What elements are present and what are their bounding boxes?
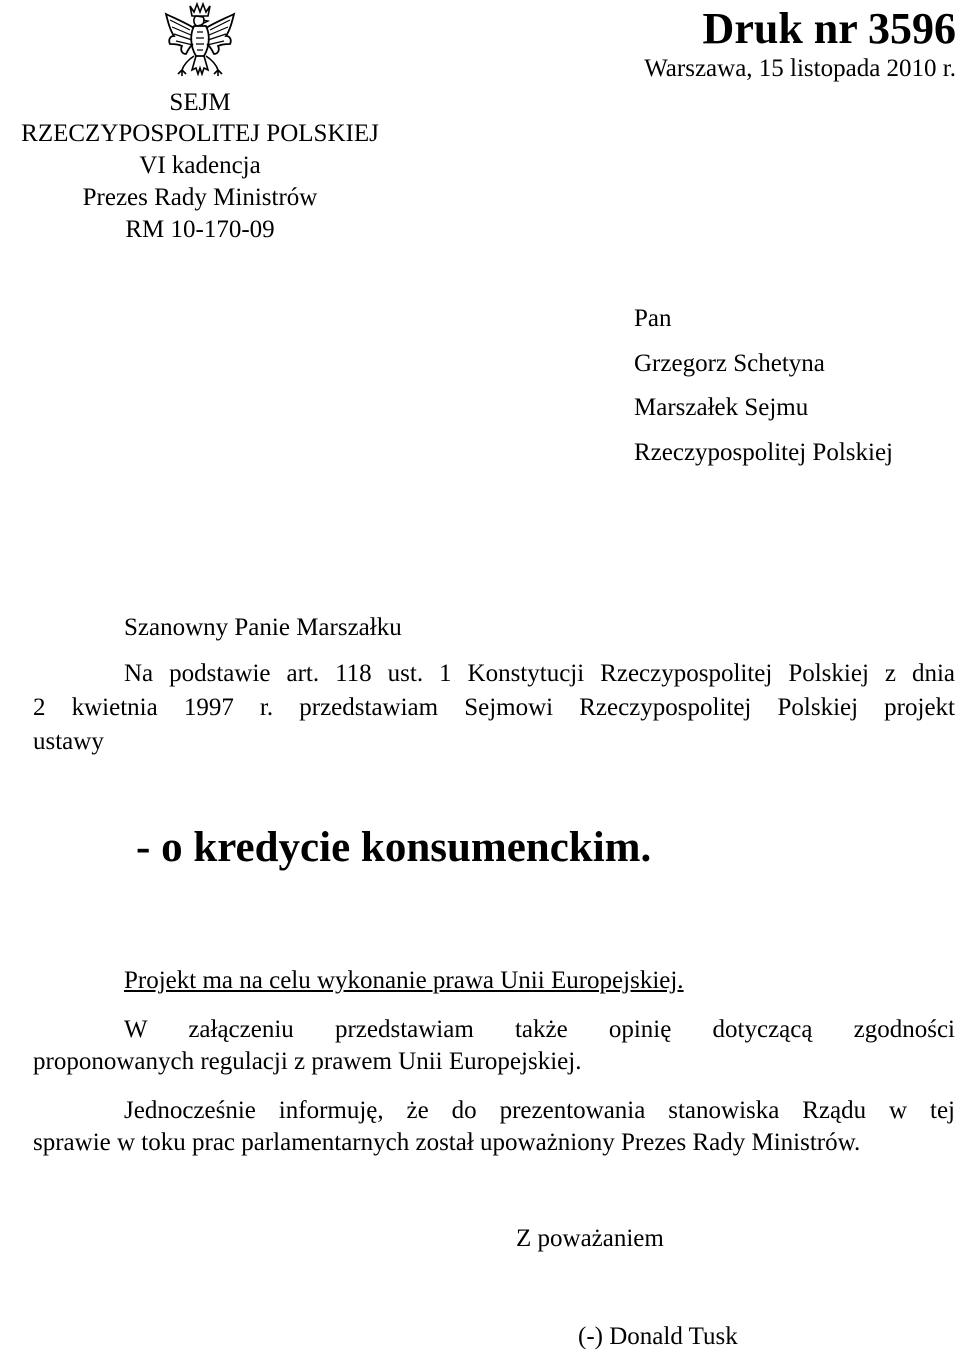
attachment-line-2: proponowanych regulacji z prawem Unii Europejskiej. xyxy=(33,1048,582,1075)
signature: (-) Donald Tusk xyxy=(578,1323,738,1350)
bill-title: - o kredycie konsumenckim. xyxy=(136,824,652,871)
institution-line-prime-minister: Prezes Rady Ministrów xyxy=(82,184,318,211)
project-goal: Projekt ma na celu wykonanie prawa Unii Europejskiej. xyxy=(124,967,684,994)
addressee-name: Grzegorz Schetyna xyxy=(634,350,825,377)
addressee-title: Pan xyxy=(634,305,672,332)
closing-phrase: Z poważaniem xyxy=(516,1225,664,1252)
salutation: Szanowny Panie Marszałku xyxy=(124,614,402,641)
intro-line-2: 2 kwietnia 1997 r. przedstawiam Sejmowi Rzeczypospolitej Polskiej projekt xyxy=(33,694,955,721)
institution-line-republic: RZECZYPOSPOLITEJ POLSKIEJ xyxy=(21,120,379,147)
institution-line-reference: RM 10-170-09 xyxy=(125,216,275,243)
representation-line-2: sprawie w toku prac parlamentarnych został upoważniony Prezes Rady Ministrów. xyxy=(33,1129,861,1156)
intro-line-3: ustawy xyxy=(33,728,104,755)
addressee-position: Marszałek Sejmu xyxy=(634,394,809,421)
intro-line-1: Na podstawie art. 118 ust. 1 Konstytucji Rzeczypospolitej Polskiej z dnia xyxy=(124,660,955,687)
representation-line-1: Jednocześnie informuję, że do prezentowania stanowiska Rządu w tej xyxy=(124,1097,955,1124)
addressee-institution: Rzeczypospolitej Polskiej xyxy=(634,439,893,466)
print-number: Druk nr 3596 xyxy=(702,4,956,53)
attachment-line-1: W załączeniu przedstawiam także opinię dotyczącą zgodności xyxy=(124,1016,955,1043)
institution-line-sejm: SEJM xyxy=(169,89,231,116)
institution-line-term: VI kadencja xyxy=(139,152,261,179)
place-and-date: Warszawa, 15 listopada 2010 r. xyxy=(644,55,956,82)
polish-eagle-emblem-icon xyxy=(160,0,240,88)
